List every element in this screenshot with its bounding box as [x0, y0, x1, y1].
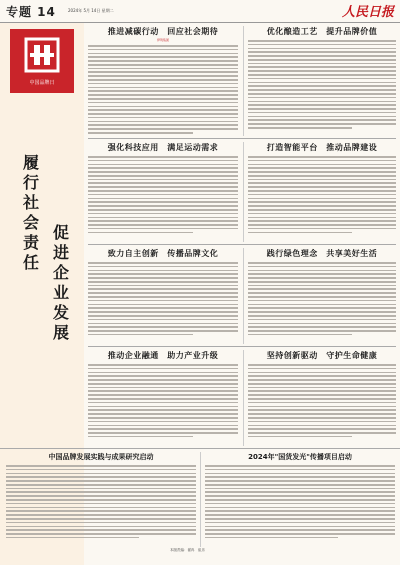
article-title: 推进减碳行动 回应社会期待: [107, 27, 219, 36]
column-divider: [243, 142, 244, 242]
row-divider: [0, 448, 400, 449]
article-body: [248, 262, 396, 335]
date-line: 2024年 5月 14日 星期二: [68, 8, 114, 13]
article-title: 践行绿色理念 共享美好生活: [266, 249, 378, 258]
article-bottom-left: [6, 452, 196, 541]
article-title: 优化酿造工艺 提升品牌价值: [266, 27, 378, 36]
article-4: [248, 142, 396, 235]
article-title: 打造智能平台 推动品牌建设: [266, 143, 378, 152]
article-body: [88, 45, 238, 134]
article-body: [88, 364, 238, 437]
row-divider: [88, 346, 396, 347]
row-divider: [88, 244, 396, 245]
row-divider: [88, 138, 396, 139]
article-title: 中国品牌发展实践与成果研究启动: [48, 453, 154, 461]
masthead: 人民日报: [341, 5, 394, 20]
article-title: 强化科技应用 满足运动需求: [107, 143, 219, 152]
brand-day-logo: [10, 29, 74, 93]
article-bottom-right: [205, 452, 395, 541]
article-body: [248, 364, 396, 437]
column-divider: [243, 248, 244, 344]
brand-day-emblem-icon: [20, 35, 64, 75]
article-body: [248, 40, 396, 129]
article-1: [88, 26, 238, 136]
article-6: [248, 248, 396, 338]
article-3: [88, 142, 238, 235]
article-7: [88, 350, 238, 440]
article-body: [248, 156, 396, 233]
page-footer: 本版责编：翟冉 崔乐: [170, 548, 205, 552]
article-body: [88, 262, 238, 335]
article-body: [205, 465, 395, 538]
article-body: [6, 465, 196, 538]
article-2: [248, 26, 396, 131]
column-divider: [200, 452, 201, 547]
article-source: 伊利集团: [156, 38, 169, 42]
column-divider: [243, 350, 244, 446]
logo-caption: 中国品牌日: [29, 80, 55, 86]
section-label: 专题 14: [6, 5, 56, 19]
article-title: 坚持创新驱动 守护生命健康: [266, 351, 378, 360]
article-8: [248, 350, 396, 440]
article-title: 推动企业融通 助力产业升级: [107, 351, 219, 360]
page-header: [0, 0, 400, 23]
article-title: 2024年"国货发光"传播项目启动: [248, 453, 352, 461]
column-divider: [243, 26, 244, 136]
vertical-title-2: 促进企业发展: [52, 223, 69, 342]
vertical-title-1: 履行社会责任: [22, 153, 39, 272]
article-5: [88, 248, 238, 338]
article-title: 致力自主创新 传播品牌文化: [107, 249, 219, 258]
article-body: [88, 156, 238, 233]
